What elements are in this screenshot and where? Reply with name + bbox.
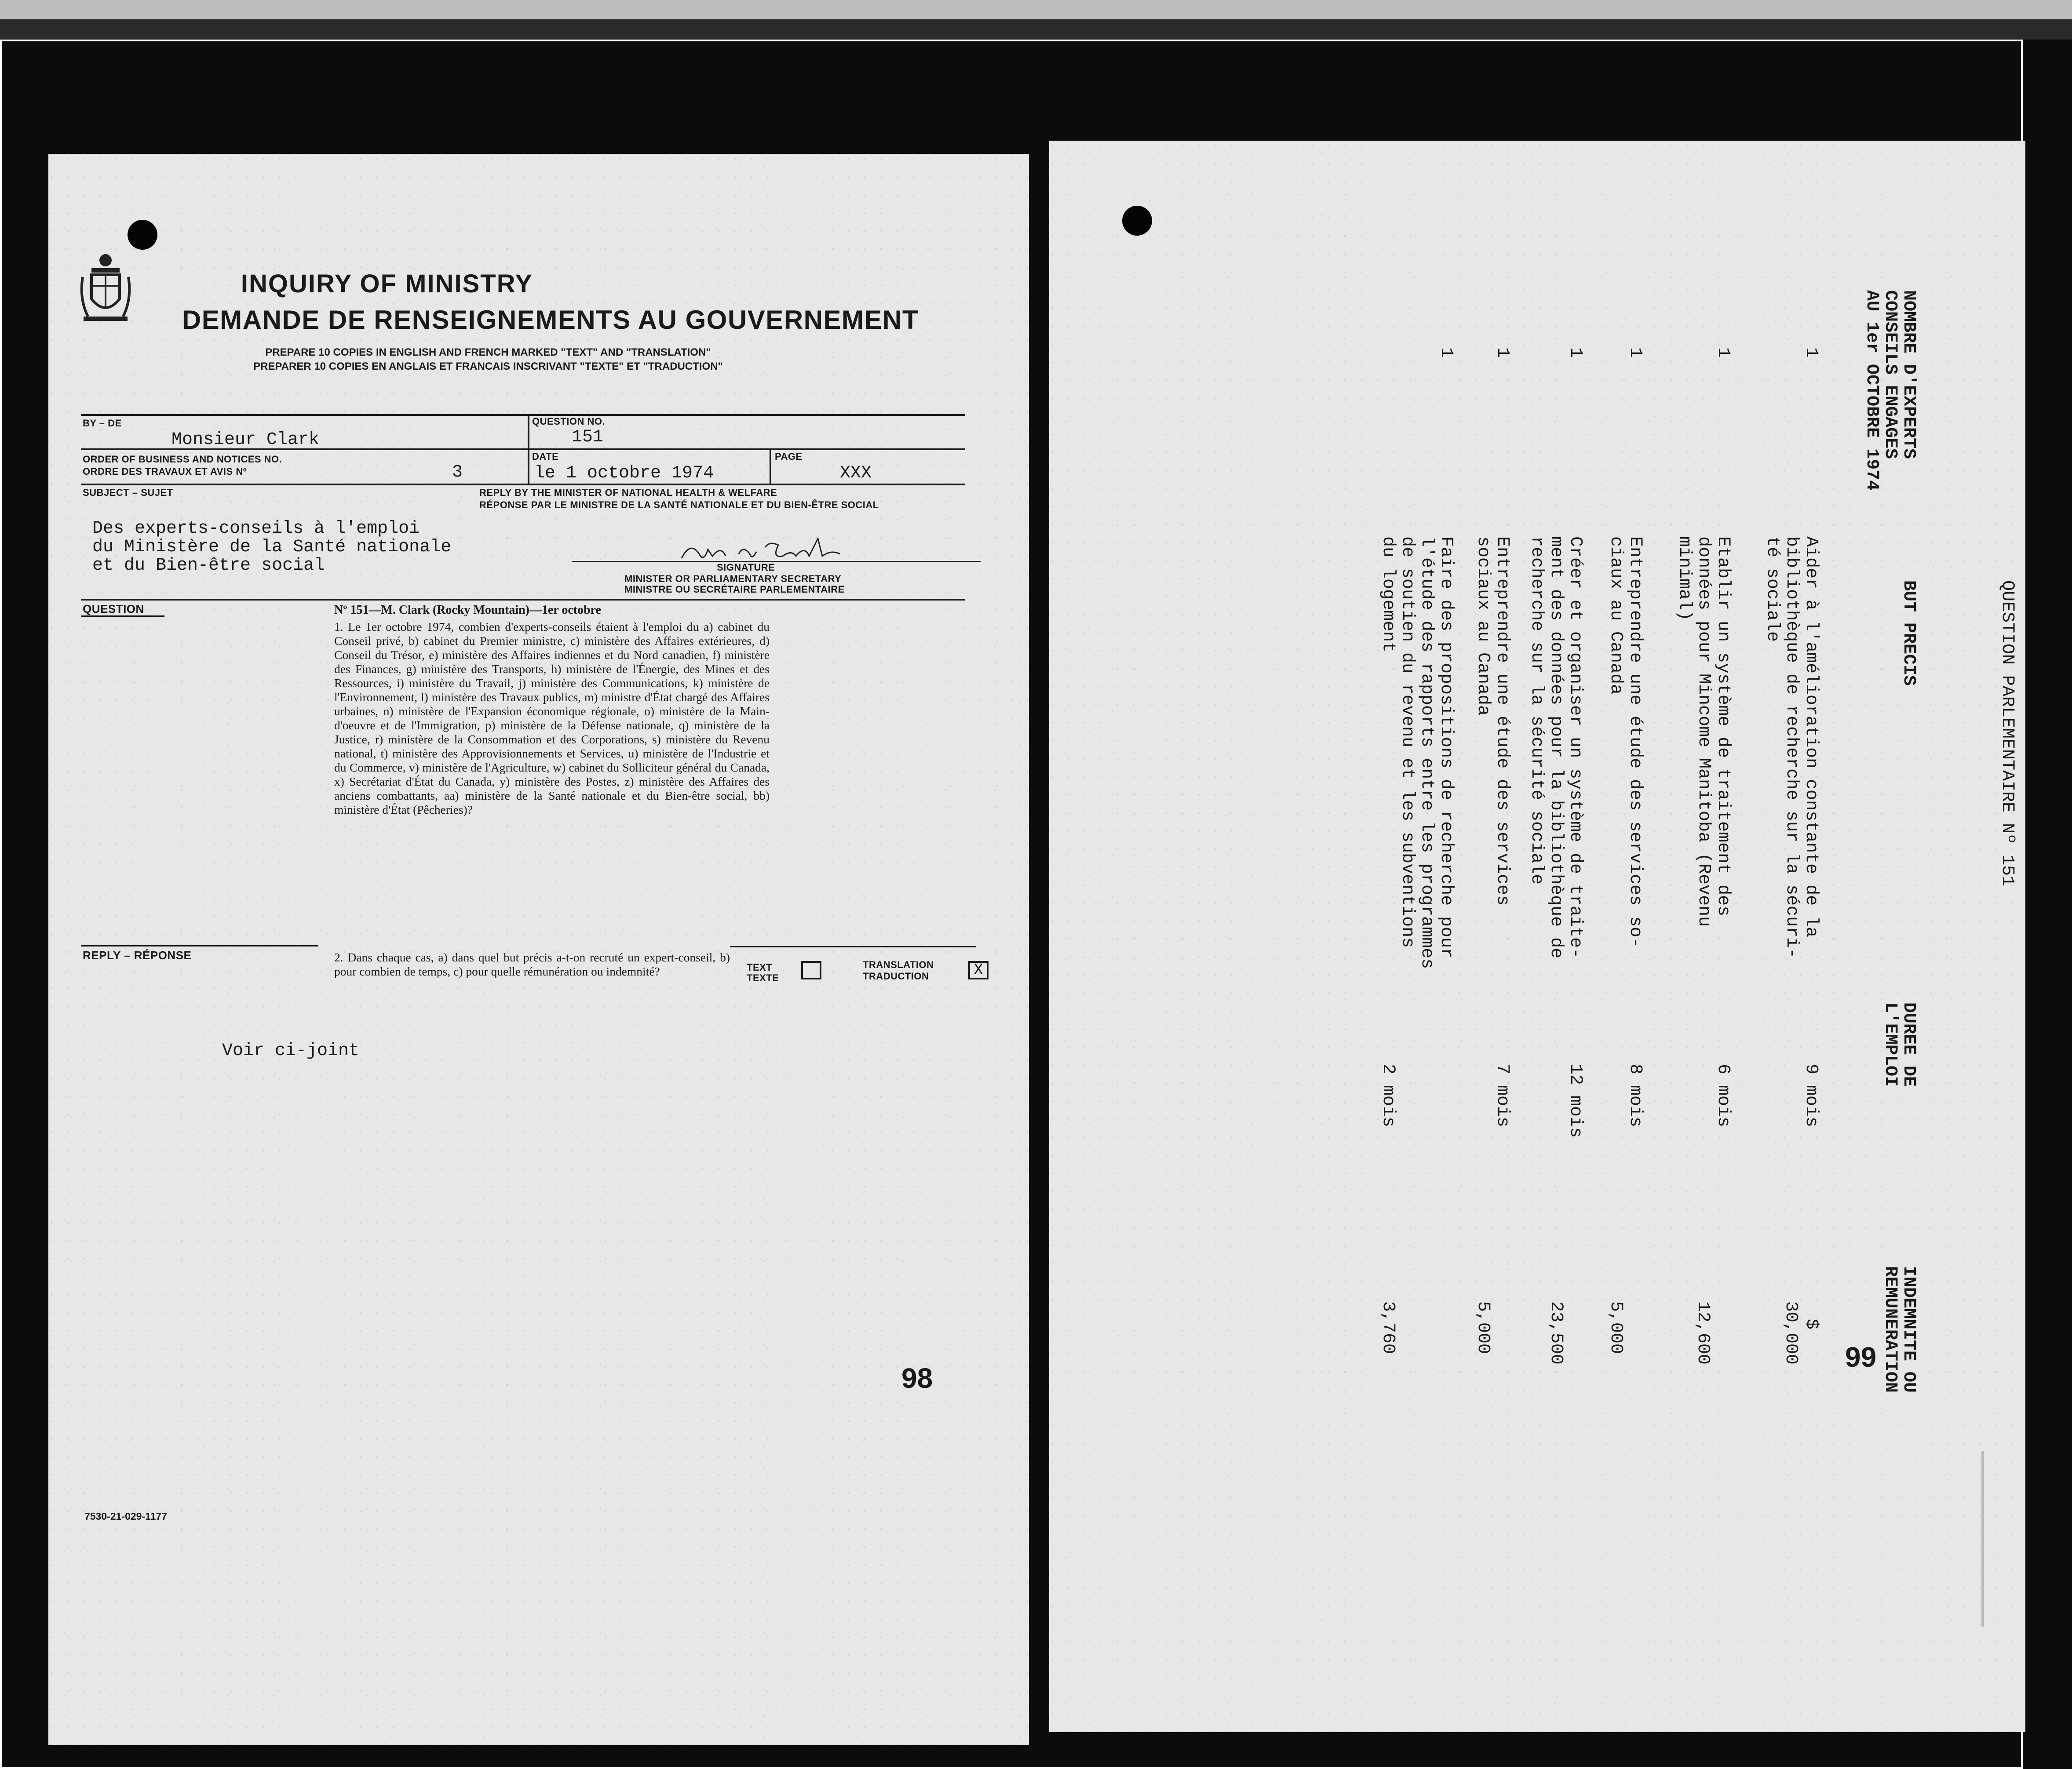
question-body-2: 2. Dans chaque cas, a) dans quel but précis a-t-on recruté un expert-conseil, b) pour combien de temps, c) pour quelle rémunération ou indemnité?	[334, 950, 730, 978]
order-label-fr: ORDRE DES TRAVAUX ET AVIS Nº	[83, 466, 247, 477]
question-label: QUESTION	[83, 602, 144, 615]
page-value: XXX	[840, 463, 872, 483]
reply-text: Voir ci-joint	[222, 1041, 360, 1061]
column-header-pay: INDEMNITE OU	[1899, 1266, 1919, 1393]
punch-hole	[128, 220, 157, 250]
form-rule	[528, 414, 529, 484]
subject-line: Des experts-conseils à l'emploi	[92, 519, 420, 539]
row-duration: 9 mois	[1801, 1064, 1821, 1128]
form-rule	[81, 615, 164, 617]
page-number: 99	[1845, 1341, 1877, 1373]
row-purpose: sociaux au Canada	[1473, 536, 1493, 716]
row-purpose: Entreprendre une étude des services so-	[1625, 536, 1645, 948]
translation-label-fr: TRADUCTION	[863, 971, 929, 982]
column-header-count: NOMBRE D'EXPERTS	[1899, 290, 1919, 459]
subject-line: et du Bien-être social	[92, 556, 325, 575]
row-duration: 2 mois	[1378, 1064, 1398, 1128]
page-edge-mark	[1981, 1451, 1984, 1627]
page-label: PAGE	[775, 451, 803, 462]
subject-label: SUBJECT – SUJET	[83, 487, 173, 498]
row-pay: 5,000	[1473, 1301, 1493, 1354]
date-label: DATE	[532, 451, 559, 462]
reply-by-fr: RÉPONSE PAR LE MINISTRE DE LA SANTÉ NATIONALE ET DU BIEN-ÊTRE SOCIAL	[479, 499, 879, 510]
row-count: 1	[1801, 347, 1821, 358]
form-title-fr: DEMANDE DE RENSEIGNEMENTS AU GOUVERNEMENT	[182, 305, 919, 335]
question-no-label: QUESTION NO.	[532, 416, 606, 427]
page-number: 98	[901, 1362, 933, 1394]
by-label: BY – DE	[83, 418, 122, 429]
row-purpose: l'étude des rapports entre les programmes	[1417, 536, 1437, 969]
question-body: 1. Le 1er octobre 1974, combien d'experts-conseils étaient à l'emploi du a) cabinet du Conseil privé, b) cabinet du Premier ministre, c) ministère des Affaires extérieures, d) Conseil du Trésor, e) ministère des Affaires indiennes et du Nord canadien, f) ministère des Finances, g) ministère des Transports, h) ministère de l'Énergie, des Mines et des Ressources, i) ministère du Travail, j) ministère des Communications, k) ministère de l'Environnement, l) ministère des Travaux publics, m) ministre d'État chargé des Affaires urbaines, n) ministère de l'Expansion économique régionale, o) ministère de la Main-d'oeuvre et de l'Immigration, p) ministère de la Défense nationale, q) ministère de la Justice, r) ministère de la Consommation et des Corporations, s) ministère du Revenu national, t) ministère des Approvisionnements et Services, u) ministère de l'Industrie et du Commerce, v) ministère de l'Agriculture, w) cabinet du Solliciteur général du Canada, x) Secrétariat d'État du Canada, y) ministère des Postes, z) ministère des Affaires des anciens combattants, aa) ministère de la Santé nationale et du Bien-être social, bb) ministère d'État (Pêcheries)?	[334, 620, 770, 816]
signature-label: SIGNATURE	[717, 562, 775, 573]
column-header-duration: L'EMPLOI	[1880, 1002, 1900, 1087]
row-purpose: Entreprendre une étude des services	[1492, 536, 1512, 906]
column-header-pay: REMUNERATION	[1880, 1266, 1900, 1393]
question-heading: Nº 151—M. Clark (Rocky Mountain)—1er octobre	[334, 603, 602, 617]
reply-table-page	[1049, 141, 2025, 1732]
row-purpose: Etablir un système de traitement des	[1713, 536, 1733, 917]
form-rule	[81, 945, 318, 946]
row-purpose: Faire des propositions de recherche pour	[1436, 536, 1456, 959]
scan-top-band	[0, 0, 2072, 19]
row-count: 1	[1436, 347, 1456, 358]
row-purpose: Aider à l'amélioration constante de la	[1801, 536, 1821, 938]
form-rule	[81, 599, 965, 601]
prepare-instruction-en: PREPARE 10 COPIES IN ENGLISH AND FRENCH MARKED "TEXT" AND "TRANSLATION"	[265, 346, 711, 358]
row-purpose: ciaux au Canada	[1606, 536, 1626, 695]
row-purpose: bibliothèque de recherche sur la sécuri-	[1782, 536, 1802, 959]
row-count: 1	[1713, 347, 1733, 358]
text-label-en: TEXT	[747, 962, 773, 973]
row-purpose: données pour Mincome Manitoba (Revenu	[1694, 536, 1714, 927]
translation-label-en: TRANSLATION	[863, 959, 934, 970]
by-value: Monsieur Clark	[171, 430, 320, 450]
signature-line	[572, 561, 981, 562]
form-rule	[81, 414, 965, 416]
row-pay: 12,600	[1693, 1301, 1713, 1365]
scan-dark-band	[0, 19, 2072, 40]
order-value: 3	[452, 462, 463, 482]
row-count: 1	[1565, 347, 1585, 358]
row-duration: 7 mois	[1492, 1064, 1512, 1128]
reply-title: QUESTION PARLEMENTAIRE Nº 151	[1997, 580, 2017, 887]
date-value: le 1 octobre 1974	[534, 463, 714, 483]
currency-symbol: $	[1801, 1319, 1821, 1330]
row-duration: 6 mois	[1713, 1064, 1733, 1128]
row-purpose: minimal)	[1674, 536, 1694, 621]
translation-checkbox[interactable]: X	[968, 961, 989, 979]
row-duration: 12 mois	[1565, 1064, 1585, 1138]
minister-label-fr: MINISTRE OU SECRÉTAIRE PARLEMENTAIRE	[624, 584, 845, 595]
row-pay: 5,000	[1606, 1301, 1626, 1354]
row-pay: 30,000	[1781, 1301, 1801, 1365]
row-purpose: du logement	[1378, 536, 1398, 653]
reply-label: REPLY – RÉPONSE	[83, 949, 192, 962]
column-header-purpose: BUT PRECIS	[1899, 580, 1919, 686]
subject-line: du Ministère de la Santé nationale	[92, 537, 452, 557]
form-number: 7530-21-029-1177	[84, 1511, 167, 1522]
form-rule	[770, 448, 771, 484]
row-purpose: ment des données pour la bibliothèque de	[1546, 536, 1566, 959]
reply-by-en: REPLY BY THE MINISTER OF NATIONAL HEALTH & WELFARE	[479, 487, 777, 498]
row-purpose: té sociale	[1762, 536, 1782, 642]
inquiry-form-page	[48, 154, 1029, 1745]
form-title-en: INQUIRY OF MINISTRY	[241, 269, 533, 298]
minister-label-en: MINISTER OR PARLIAMENTARY SECRETARY	[624, 573, 842, 584]
text-label-fr: TEXTE	[747, 972, 779, 983]
form-rule	[730, 946, 976, 947]
column-header-count: CONSEILS ENGAGES	[1880, 290, 1900, 459]
question-no-value: 151	[572, 427, 604, 447]
prepare-instruction-fr: PREPARER 10 COPIES EN ANGLAIS ET FRANCAIS INSCRIVANT "TEXTE" ET "TRADUCTION"	[253, 360, 723, 372]
row-pay: 3,760	[1378, 1301, 1398, 1354]
row-pay: 23,500	[1546, 1301, 1566, 1365]
row-purpose: recherche sur la sécurité sociale	[1527, 536, 1547, 885]
form-rule	[81, 484, 965, 485]
column-header-duration: DUREE DE	[1899, 1002, 1919, 1087]
rotated-reply-table	[1058, 141, 2025, 1723]
row-purpose: Créer et organiser un système de traite-	[1565, 536, 1585, 959]
row-duration: 8 mois	[1625, 1064, 1645, 1128]
order-label-en: ORDER OF BUSINESS AND NOTICES NO.	[83, 454, 282, 465]
row-count: 1	[1625, 347, 1645, 358]
row-purpose: de soutien du revenu et les subventions	[1397, 536, 1417, 948]
row-count: 1	[1492, 347, 1512, 358]
text-checkbox[interactable]	[801, 961, 821, 979]
column-header-count: AU 1er OCTOBRE 1974	[1862, 290, 1882, 491]
